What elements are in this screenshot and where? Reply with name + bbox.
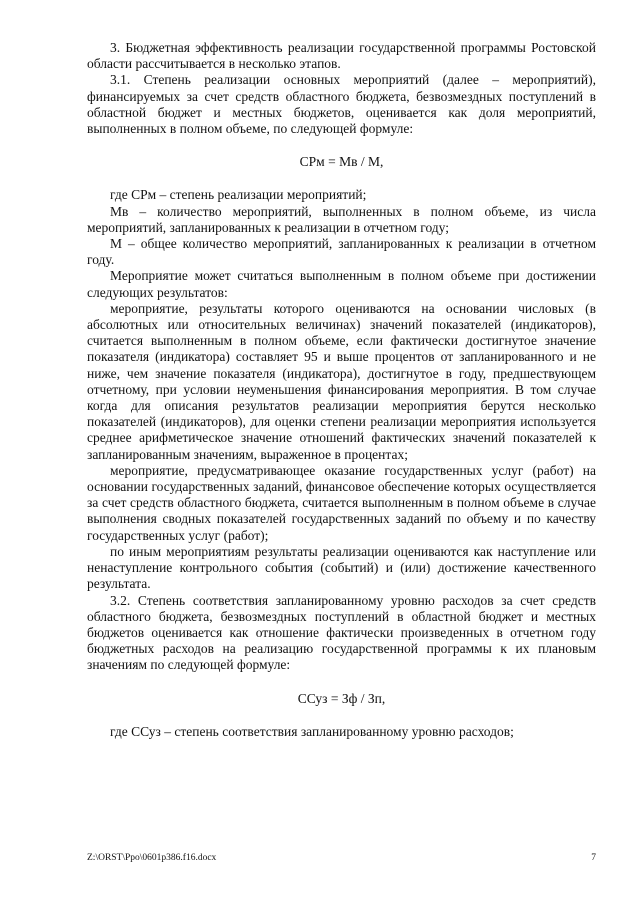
paragraph-other-measures: по иным мероприятиям результаты реализации оцениваются как наступление или ненаступление контрольного события (событий) и (или) достижение качественного результата. [87, 543, 596, 592]
paragraph-numeric-indicators: мероприятие, результаты которого оцениваются на основании числовых (в абсолютных или относительных величинах) значений показателей (индикаторов), считается выполненным в полном объеме, если фактически достигнутое значение показателя (индикатора) составляет 95 и выше процентов от запланированного и не ниже, чем значение показателя (индикатора), достигнутое в году, предшествующем отчетному, при условии неуменьшения финансирования мероприятия. В том случае когда для описания результатов реализации мероприятия берутся несколько показателей (индикаторов), для оценки степени реализации мероприятия используется среднее арифметическое значение отношений фактических значений показателей к запланированным значениям, выраженное в процентах; [87, 300, 596, 462]
paragraph-budget-efficiency: 3. Бюджетная эффективность реализации государственной программы Ростовской области рассчитывается в несколько этапов. [87, 40, 596, 72]
paragraph-cpm-definition: где СРм – степень реализации мероприятий; [110, 187, 367, 203]
paragraph-m-definition: М – общее количество мероприятий, запланированных к реализации в отчетном году. [87, 236, 596, 268]
formula-ccuz: ССуз = Зф / Зп, [297, 690, 386, 706]
paragraph-mv-definition: Мв – количество мероприятий, выполненных в полном объеме, из числа мероприятий, запланированных к реализации в отчетном году; [87, 203, 596, 235]
document-page [87, 40, 596, 740]
paragraph-state-services: мероприятие, предусматривающее оказание государственных услуг (работ) на основании государственных заданий, финансовое обеспечение которых осуществляется за счет средств областного бюджета, считается выполненным в полном объеме в случае выполнения сводных показателей государственных заданий по объему и по качеству государственных услуг (работ); [87, 462, 596, 543]
page-number: 7 [591, 853, 596, 863]
paragraph-completion-criteria: Мероприятие может считаться выполненным в полном объеме при достижении следующих результатов: [87, 268, 596, 300]
footer-file-path: Z:\ORST\Ppo\0601p386.f16.docx [87, 853, 217, 863]
paragraph-ccuz-definition: где ССуз – степень соответствия запланированному уровню расходов; [110, 723, 514, 739]
paragraph-section-3-2: 3.2. Степень соответствия запланированному уровню расходов за счет средств областного бюджета, безвозмездных поступлений в областной бюджет и местных бюджетов оценивается как отношение фактически произведенных в отчетном году бюджетных расходов на реализацию государственной программы к их плановым значениям по следующей формуле: [87, 592, 596, 673]
paragraph-section-3-1: 3.1. Степень реализации основных мероприятий (далее – мероприятий), финансируемых за счет средств областного бюджета, безвозмездных поступлений в областной бюджет и местных бюджетов, оценивается как доля мероприятий, выполненных в полном объеме, по следующей формуле: [87, 72, 596, 137]
formula-cpm: СРм = Мв / М, [299, 154, 384, 170]
